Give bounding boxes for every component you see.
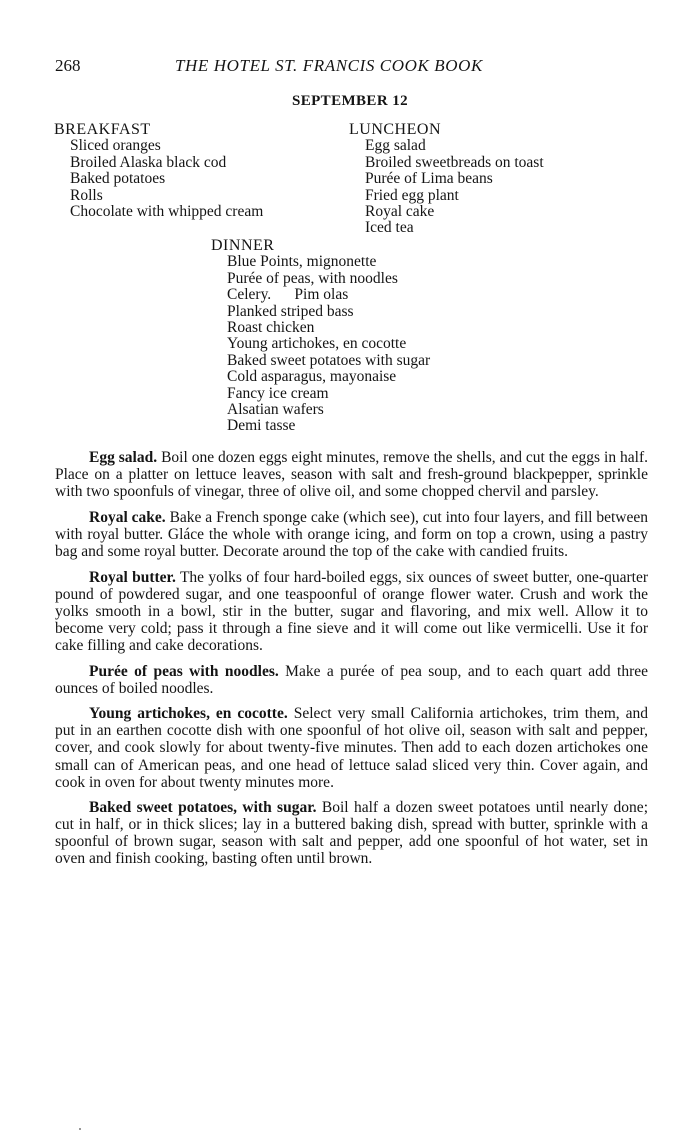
breakfast-menu xyxy=(54,122,263,220)
menu-item: Purée of Lima beans xyxy=(365,170,493,188)
recipe-name: Royal cake. xyxy=(89,508,166,526)
menu-item: Roast chicken xyxy=(227,319,315,337)
menu-item: Celery. Pim olas xyxy=(227,286,349,304)
recipe-text: Select very small California artichokes, trim them, and put in an earthen cocotte dish with one spoonful of hot olive oil, season with salt and pepper, cover, and cook slowly for about twenty-five minutes. Then add to each dozen artichokes one small can of American peas, and one head of lettuce salad sliced very thin. Cover again, and cook in oven for about twenty minutes more. xyxy=(55,705,649,791)
recipe-text: Boil half a dozen sweet potatoes until nearly done; cut in half, or in thick slices; lay in a buttered baking dish, spread with butter, sprinkle with a spoonful of brown sugar, season with salt and pepper, add one spoonful of hot water, set in oven and finish cooking, basting often until brown. xyxy=(55,799,648,868)
recipe-text: Make a purée of pea soup, and to each quart add three ounces of boiled noodles. xyxy=(55,662,648,697)
recipe-paragraph xyxy=(55,569,648,654)
menu-item: Cold asparagus, mayonaise xyxy=(227,368,397,386)
recipe-name: Young artichokes, en cocotte. xyxy=(89,705,288,723)
recipe-section xyxy=(55,449,648,876)
recipe-name: Royal butter. xyxy=(89,568,176,586)
recipe-name: Baked sweet potatoes, with sugar. xyxy=(89,799,317,817)
luncheon-title: LUNCHEON xyxy=(349,121,441,138)
menu-item: Alsatian wafers xyxy=(227,401,324,419)
menu-item: Rolls xyxy=(70,186,103,204)
recipe-paragraph xyxy=(55,449,648,500)
menu-item: Purée of peas, with noodles xyxy=(227,269,398,287)
menu-item: Egg salad xyxy=(365,137,426,155)
menu-item: Fried egg plant xyxy=(365,186,459,204)
luncheon-items xyxy=(349,138,544,236)
menu-item: Young artichokes, en cocotte xyxy=(227,335,407,353)
menu-item: Blue Points, mignonette xyxy=(227,253,377,271)
running-head xyxy=(55,56,650,80)
menu-item: Fancy ice cream xyxy=(227,384,329,402)
dinner-title: DINNER xyxy=(211,237,275,254)
recipe-paragraph xyxy=(55,663,648,697)
breakfast-items xyxy=(54,138,263,220)
menu-item: Chocolate with whipped cream xyxy=(70,203,264,221)
menu-item: Planked striped bass xyxy=(227,302,354,320)
breakfast-title: BREAKFAST xyxy=(54,121,151,138)
book-title: THE HOTEL ST. FRANCIS COOK BOOK xyxy=(175,56,483,75)
menu-item: Broiled sweetbreads on toast xyxy=(365,153,544,171)
recipe-text: The yolks of four hard-boiled eggs, six ounces of sweet butter, one-quarter pound of powdered sugar, and one teaspoonful of orange flower water. Crush and work the yolks smooth in a bowl, stir in the butter, sugar and flavoring, and mix well. Allow it to become very cold; pass it through a fine sieve and it will come out like vermicelli. Use it for cake filling and cake decorations. xyxy=(55,568,648,654)
recipe-text: Boil one dozen eggs eight minutes, remove the shells, and cut the eggs in half. Place on a platter on lettuce leaves, season with salt and fresh-ground blackpepper, sprinkle with two spoonfuls of vinegar, three of olive oil, and some chopped chervil and parsley. xyxy=(55,449,648,501)
page-number: 268 xyxy=(55,56,81,75)
date-heading: SEPTEMBER 12 xyxy=(291,93,409,109)
dinner-items xyxy=(211,254,430,434)
menu-item: Iced tea xyxy=(365,219,414,237)
menu-item: Baked potatoes xyxy=(70,170,166,188)
recipe-text: Bake a French sponge cake (which see), cut into four layers, and fill between with royal butter. Gláce the whole with orange icing, and form on top a crown, using a pastry bag and some royal butter. Decorate around the top of the cake with candied fruits. xyxy=(55,508,649,560)
menu-item: Broiled Alaska black cod xyxy=(70,153,227,171)
menu-item: Sliced oranges xyxy=(70,137,161,155)
dinner-menu xyxy=(211,238,430,435)
recipe-name: Purée of peas with noodles. xyxy=(89,662,279,680)
menu-item: Baked sweet potatoes with sugar xyxy=(227,351,431,369)
recipe-paragraph xyxy=(55,799,648,867)
recipe-paragraph xyxy=(55,705,648,790)
menu-item: Demi tasse xyxy=(227,417,296,435)
recipe-paragraph xyxy=(55,509,648,560)
menu-item: Royal cake xyxy=(365,203,435,221)
recipe-name: Egg salad. xyxy=(89,449,158,466)
luncheon-menu xyxy=(349,122,544,237)
print-speck xyxy=(79,1128,81,1130)
